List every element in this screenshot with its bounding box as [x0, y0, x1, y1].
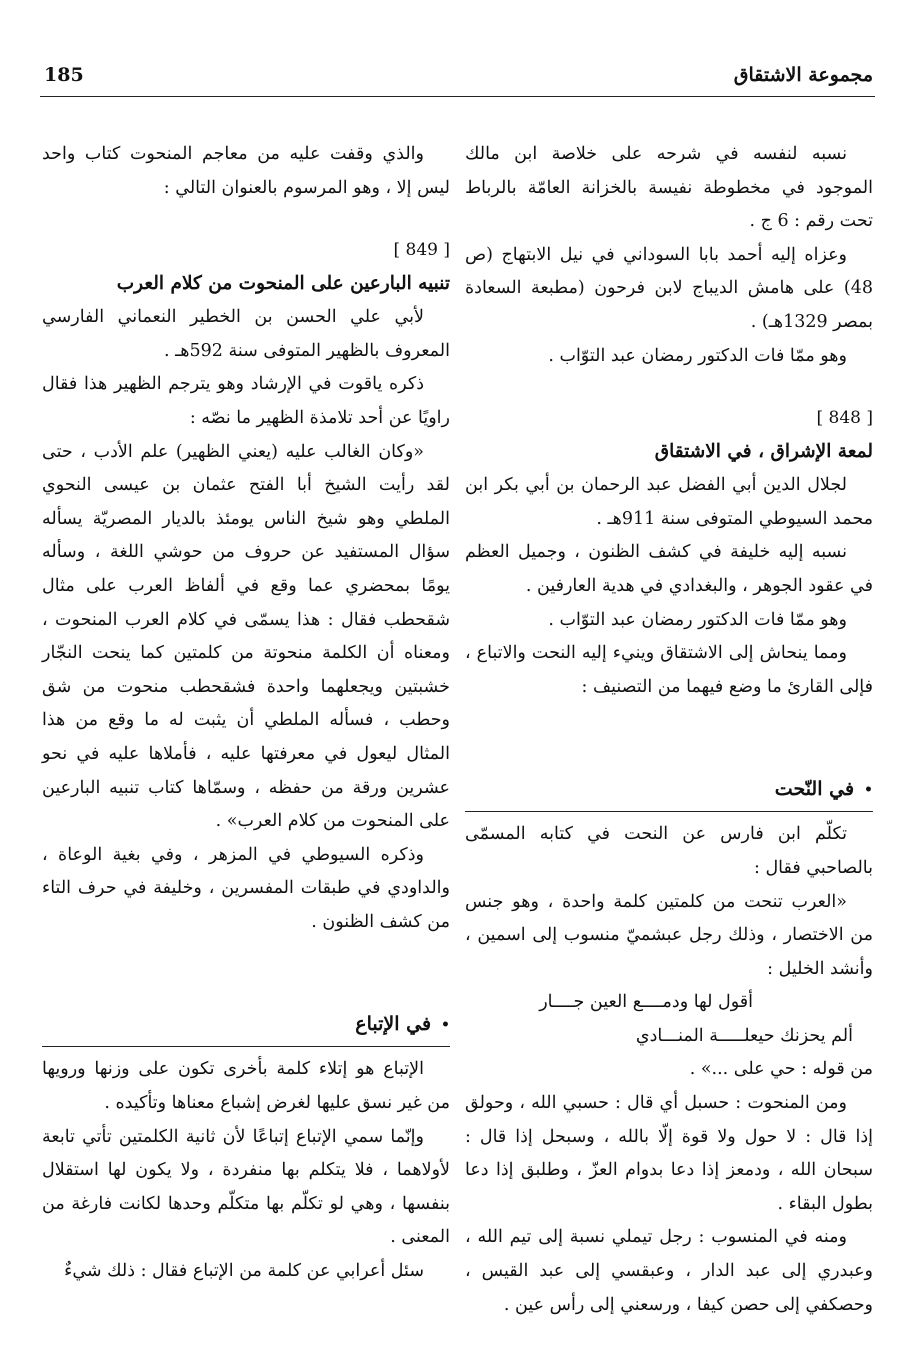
paragraph: تكلّم ابن فارس عن النحت في كتابه المسمّى بالصاحبي فقال :: [465, 824, 873, 878]
section-heading-text: في الإتباع: [355, 1013, 432, 1036]
paragraph: وهو ممّا فات الدكتور رمضان عبد التوّاب .: [548, 345, 847, 366]
right-column: [465, 138, 873, 1322]
paragraph: وذكره السيوطي في المزهر ، وفي بغية الوعاة ، والداودي في طبقات المفسرين ، وخليفة في حرف التاء من كشف الظنون .: [42, 844, 450, 932]
entry-number-848: [ 848 ]: [816, 408, 873, 429]
paragraph: ومما ينحاش إلى الاشتقاق وينيء إليه النحت والاتباع ، فإلى القارئ ما وضع فيهما من التصنيف :: [465, 643, 873, 697]
paragraph: «وكان الغالب عليه (يعني الظهير) علم الأدب ، حتى لقد رأيت الشيخ أبا الفتح عثمان بن عيسى النحوي الملطي وهو شيخ الناس يومئذ بالديار المصريّة يسأله سؤال المستفيد عن حروف من حوشي اللغة ، وسأله يومًا بمحضري عما وقع في ألفاظ العرب على مثال شقحطب فقال : هذا يسمّى في كلام العرب المنحوت ، ومعناه أن الكلمة منحوتة من كلمتين كما ينحت النجّار خشبتين ويجعلهما واحدة فشقحطب منحوت من شق وحطب ، فسأله الملطي أن يثبت له ما وقع من هذا المثال ليعول في معرفتها عليه ، فأملاها عليه في نحو عشرين ورقة من حفظه ، وسمّاها كتاب تنبيه البارعين على المنحوت من كلام العرب» .: [42, 441, 450, 832]
paragraph: «العرب تنحت من كلمتين كلمة واحدة ، وهو جنس من الاختصار ، وذلك رجل عبشميّ منسوب إلى اسمين ، وأنشد الخليل :: [465, 891, 873, 979]
paragraph: لأبي علي الحسن بن الخطير النعماني الفارسي المعروف بالظهير المتوفى سنة 592هـ .: [42, 307, 450, 361]
paragraph: ومن المنحوت : حسبل أي قال : حسبي الله ، وحولق إذا قال : لا حول ولا قوة إلّا بالله ، وسبحل إذا قال : سبحان الله ، ودمعز إذا دعا بدوام العزّ ، وطلبق إذا دعا بطول البقاء .: [465, 1093, 873, 1214]
paragraph: ذكره ياقوت في الإرشاد وهو يترجم الظهير هذا فقال راويًا عن أحد تلامذة الظهير ما نصّه :: [42, 374, 450, 428]
paragraph: والذي وقفت عليه من معاجم المنحوت كتاب واحد ليس إلا ، وهو المرسوم بالعنوان التالي :: [42, 144, 450, 198]
entry-number-849: [ 849 ]: [393, 240, 450, 261]
paragraph: الإتباع هو إتلاء كلمة بأخرى تكون على وزنها ورويها من غير نسق عليها لغرض إشباع معناها وتأكيده .: [42, 1059, 450, 1114]
paragraph: نسبه لنفسه في شرحه على خلاصة ابن مالك الموجود في مخطوطة نفيسة بالخزانة العامّة بالرباط تحت رقم : 6 ج .: [465, 144, 873, 232]
bullet-icon: •: [864, 782, 873, 799]
entry-title-848: لمعة الإشراق ، في الاشتقاق: [654, 441, 873, 463]
page-header: [40, 62, 875, 97]
paragraph: سئل أعرابي عن كلمة من الإتباع فقال : ذلك شيءٌ: [64, 1261, 424, 1282]
paragraph: وهو ممّا فات الدكتور رمضان عبد التوّاب .: [548, 609, 847, 630]
page-number: 185: [44, 64, 84, 86]
paragraph: وإنّما سمي الإتباع إتباعًا لأن ثانية الكلمتين تأتي تابعة لأولاهما ، فلا يتكلم بها منفردة ، ولا يكون لها استقلال بنفسها ، وهي لو تكلّم بها متكلّم وحدها لكانت فارغة من المعنى .: [42, 1126, 450, 1248]
spacer: [465, 704, 873, 772]
spacer: [42, 939, 450, 1007]
paragraph: ومنه في المنسوب : رجل تيملي نسبة إلى تيم الله ، وعبدري إلى عبد الدار ، وعبقسي إلى عبد القيس ، وحصكفي إلى حصن كيفا ، ورسعني إلى رأس عين .: [465, 1227, 873, 1315]
bullet-icon: •: [441, 1017, 450, 1034]
section-heading-itbaa: [42, 1007, 450, 1047]
section-heading-naht: [465, 772, 873, 812]
entry-title-849: تنبيه البارعين على المنحوت من كلام العرب: [116, 273, 450, 295]
paragraph: من قوله : حي على ...» .: [689, 1059, 873, 1080]
section-heading-text: في النّحت: [774, 778, 855, 801]
paragraph: لجلال الدين أبي الفضل عبد الرحمان بن أبي بكر ابن محمد السيوطي المتوفى سنة 911هـ .: [465, 475, 873, 529]
paragraph: وعزاه إليه أحمد بابا السوداني في نيل الابتهاج (ص 48) على هامش الديباج لابن فرحون (مطبعة السعادة بمصر 1329هـ) .: [465, 244, 873, 332]
verse-line: ألم يحزنك حيعلـــــة المنـــادي: [635, 1025, 853, 1046]
verse-line: أقول لها ودمــــع العين جــــار: [539, 992, 753, 1013]
running-title: مجموعة الاشتقاق: [733, 64, 873, 86]
left-column: [42, 138, 450, 1289]
paragraph: نسبه إليه خليفة في كشف الظنون ، وجميل العظم في عقود الجوهر ، والبغدادي في هدية العارفين .: [465, 542, 873, 596]
